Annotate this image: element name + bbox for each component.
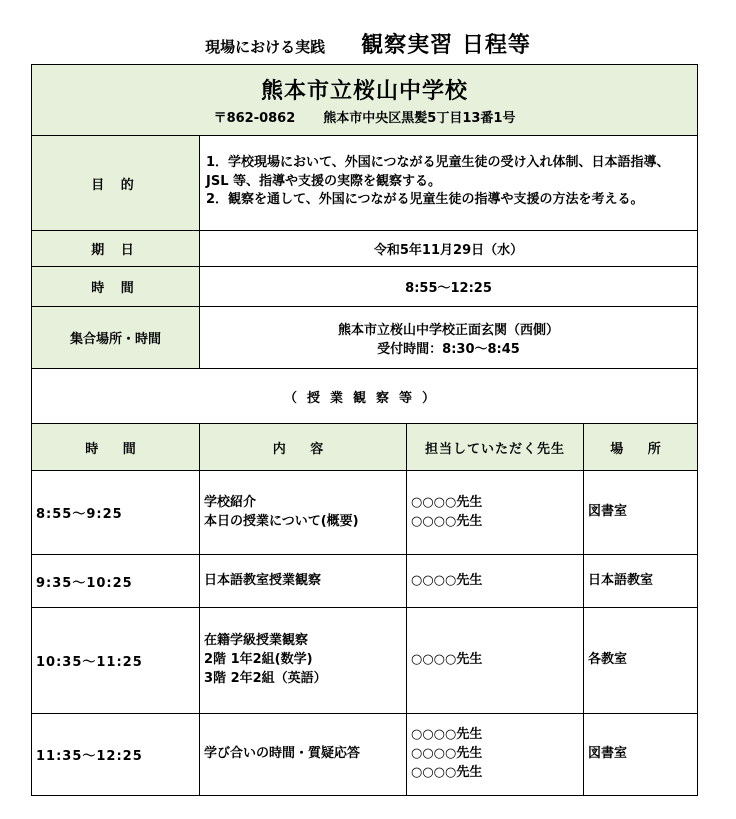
content-line: 学び合いの時間・質疑応答: [204, 746, 361, 762]
row-place: 各教室: [584, 608, 698, 714]
purpose-line-2: 2．観察を通して、外国につながる児童生徒の指導や支援の方法を考える。: [206, 192, 644, 208]
header-content: 内 容: [200, 424, 407, 471]
row-place: 日本語教室: [584, 555, 698, 608]
teacher-line: ○○○○先生: [411, 513, 483, 529]
row-time: 10:35〜11:25: [32, 608, 200, 714]
meeting-reception: 受付時間：8:30〜8:45: [377, 341, 520, 357]
header-teacher: 担当していただく先生: [407, 424, 584, 471]
title-main: 観察実習 日程等: [361, 33, 531, 58]
school-address: 熊本市中央区黒髪5丁目13番1号: [323, 111, 516, 126]
table-row: [32, 471, 698, 555]
time-value: 8:55〜12:25: [200, 267, 698, 307]
school-header-row: [32, 65, 698, 136]
school-name: 熊本市立桜山中学校: [261, 79, 469, 104]
date-label: 期 日: [32, 231, 200, 267]
section-title: （授業観察等）: [32, 369, 698, 424]
row-place: 図書室: [584, 714, 698, 796]
teacher-line: ○○○○先生: [411, 727, 483, 743]
table-row: [32, 608, 698, 714]
row-time: 9:35〜10:25: [32, 555, 200, 608]
row-teacher: [407, 555, 584, 608]
row-content: [200, 608, 407, 714]
purpose-line-1: 1．学校現場において、外国につながる児童生徒の受け入れ体制、日本語指導、JSL 等、指導や支援の実際を観察する。: [206, 154, 670, 189]
section-row: [32, 369, 698, 424]
teacher-line: ○○○○先生: [411, 652, 483, 668]
title-subtitle: 現場における実践: [205, 38, 326, 56]
purpose-text: [200, 136, 698, 231]
teacher-line: ○○○○先生: [411, 764, 483, 780]
teacher-line: ○○○○先生: [411, 746, 483, 762]
header-place: 場 所: [584, 424, 698, 471]
row-content: [200, 555, 407, 608]
time-label: 時 間: [32, 267, 200, 307]
row-teacher: [407, 471, 584, 555]
row-content: [200, 471, 407, 555]
meeting-row: [32, 307, 698, 369]
document-title: [0, 28, 736, 59]
table-row: [32, 555, 698, 608]
row-time: 11:35〜12:25: [32, 714, 200, 796]
school-address-line: [32, 107, 697, 126]
content-line: 在籍学級授業観察: [204, 633, 309, 649]
school-postal: 〒862-0862: [213, 111, 296, 126]
row-teacher: [407, 714, 584, 796]
time-row: [32, 267, 698, 307]
teacher-line: ○○○○先生: [411, 494, 483, 510]
purpose-row: [32, 136, 698, 231]
table-row: [32, 714, 698, 796]
row-place: 図書室: [584, 471, 698, 555]
table-header-row: [32, 424, 698, 471]
meeting-label: 集合場所・時間: [32, 307, 200, 369]
content-line: 本日の授業について(概要): [204, 513, 359, 529]
meeting-value: [200, 307, 698, 369]
purpose-label: 目 的: [32, 136, 200, 231]
date-row: [32, 231, 698, 267]
row-time: 8:55〜9:25: [32, 471, 200, 555]
teacher-line: ○○○○先生: [411, 572, 483, 588]
meeting-place: 熊本市立桜山中学校正面玄関（西側）: [338, 322, 560, 338]
header-time: 時 間: [32, 424, 200, 471]
content-line: 学校紹介: [204, 494, 257, 510]
school-header-cell: [32, 65, 698, 136]
content-line: 2階 1年2組(数学): [204, 652, 313, 668]
content-line: 3階 2年2組（英語）: [204, 670, 327, 686]
row-content: [200, 714, 407, 796]
content-line: 日本語教室授業観察: [204, 572, 322, 588]
row-teacher: [407, 608, 584, 714]
date-value: 令和5年11月29日（水）: [200, 231, 698, 267]
schedule-table: [31, 64, 698, 796]
